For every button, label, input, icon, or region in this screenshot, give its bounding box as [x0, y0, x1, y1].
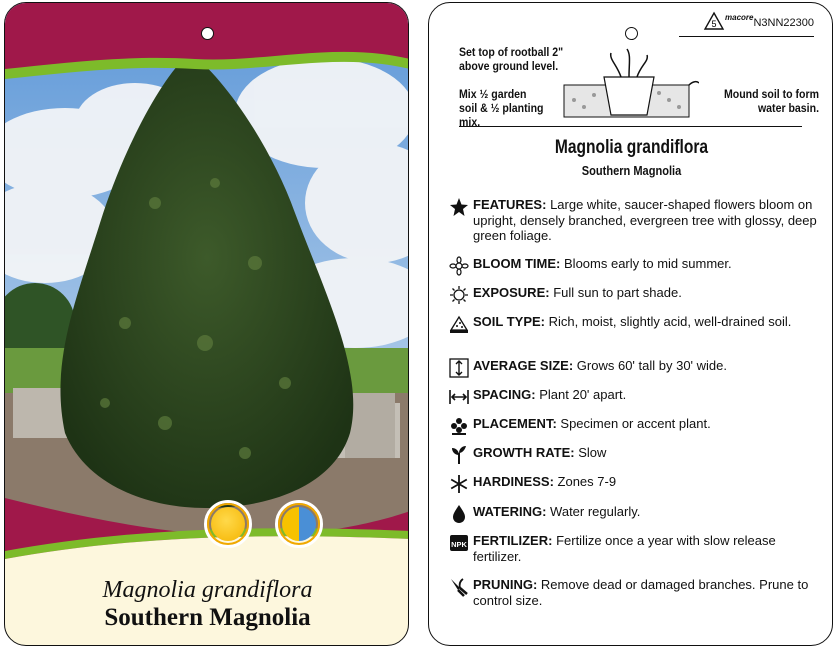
- snowflake-icon: [449, 474, 469, 494]
- hang-hole: [625, 27, 638, 40]
- divider: [459, 126, 802, 127]
- sku-number: N3NN22300: [753, 17, 814, 29]
- svg-text:NPK: NPK: [451, 540, 467, 549]
- diagram-label-rootball: Set top of rootball 2" above ground level.: [459, 45, 564, 73]
- attr-watering: WATERING: Water regularly.: [473, 504, 818, 520]
- flower-icon: [449, 256, 469, 276]
- sun-icon: [449, 285, 469, 305]
- attr-placement: PLACEMENT: Specimen or accent plant.: [473, 416, 818, 432]
- attr-hardiness: HARDINESS: Zones 7-9: [473, 474, 818, 490]
- recycle-logo: [703, 11, 725, 33]
- back-card: [428, 2, 833, 646]
- attr-bloom-time: BLOOM TIME: Blooms early to mid summer.: [473, 256, 818, 272]
- diagram-label-basin: Mound soil to form water basin.: [723, 87, 819, 115]
- front-card: [4, 2, 409, 646]
- part-shade-icon: [275, 500, 323, 548]
- attr-exposure: EXPOSURE: Full sun to part shade.: [473, 285, 818, 301]
- back-latin-name: Magnolia grandiflora: [554, 137, 709, 158]
- attr-growth-rate: GROWTH RATE: Slow: [473, 445, 818, 461]
- height-icon: [449, 358, 469, 378]
- plant-photo: [5, 3, 409, 563]
- front-common-name: Southern Magnolia: [104, 604, 311, 631]
- attr-average-size: AVERAGE SIZE: Grows 60' tall by 30' wide.: [473, 358, 818, 374]
- divider: [679, 36, 814, 37]
- back-common-name: Southern Magnolia: [581, 163, 682, 178]
- attr-pruning: PRUNING: Remove dead or damaged branches. Prune to control size.: [473, 577, 818, 608]
- hang-hole: [201, 27, 214, 40]
- front-latin-name: Magnolia grandiflora: [102, 577, 313, 603]
- attr-spacing: SPACING: Plant 20' apart.: [473, 387, 818, 403]
- npk-icon: [449, 533, 469, 553]
- water-drop-icon: [449, 504, 469, 524]
- star-icon: [449, 197, 469, 217]
- attr-fertilizer: NPK FERTILIZER: Fertilize once a year with slow release fertilizer.: [473, 533, 818, 564]
- spacing-icon: [449, 387, 469, 407]
- attr-soil-type: SOIL TYPE: Rich, moist, slightly acid, well-drained soil.: [473, 314, 818, 330]
- brand-logo: macore: [725, 13, 754, 22]
- planting-diagram: [559, 45, 699, 123]
- full-sun-icon: [204, 500, 252, 548]
- placement-icon: [449, 416, 469, 436]
- svg-text:5: 5: [711, 19, 717, 29]
- pruners-icon: [449, 577, 469, 597]
- diagram-label-soil-mix: Mix ½ garden soil & ½ planting mix.: [459, 87, 544, 129]
- attr-features: FEATURES: Large white, saucer-shaped flowers bloom on upright, densely branched, evergreen tree with glossy, deep green foliage.: [473, 197, 818, 244]
- soil-icon: [449, 314, 469, 334]
- sprout-icon: [449, 445, 469, 465]
